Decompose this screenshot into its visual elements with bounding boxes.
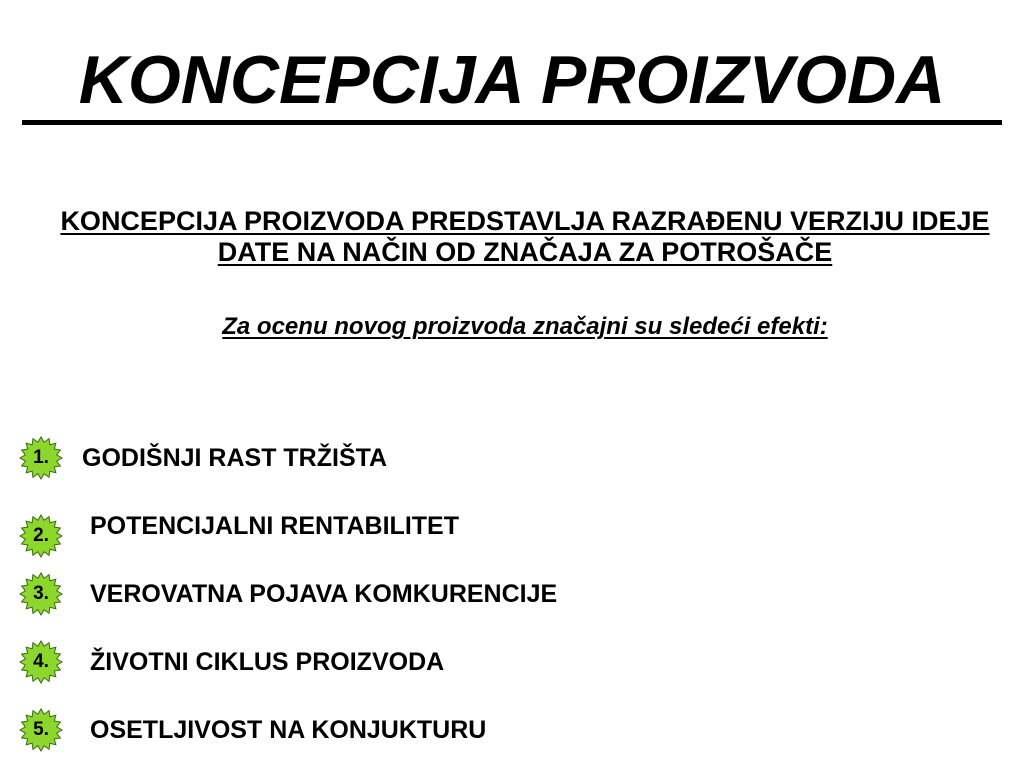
number-badge bbox=[18, 572, 64, 616]
slide-title: KONCEPCIJA PROIZVODA bbox=[78, 42, 946, 118]
badge-number: 4. bbox=[33, 651, 49, 672]
list-item-4 bbox=[18, 640, 718, 684]
list-item-label: POTENCIJALNI RENTABILITET bbox=[90, 512, 459, 540]
number-badge bbox=[18, 436, 64, 480]
intro-statement: KONCEPCIJA PROIZVODA PREDSTAVLJA RAZRAĐENU VERZIJU IDEJE DATE NA NAČIN OD ZNAČAJA ZA POTROŠAČE bbox=[60, 206, 990, 267]
list-item-1 bbox=[18, 436, 718, 480]
intro-subtitle: Za ocenu novog proizvoda značajni su sledeći efekti: bbox=[222, 313, 828, 340]
number-badge bbox=[18, 640, 64, 684]
list-item-label: VEROVATNA POJAVA KOMKURENCIJE bbox=[90, 580, 558, 608]
list-item-label: OSETLJIVOST NA KONJUKTURU bbox=[90, 716, 487, 744]
number-badge bbox=[18, 708, 64, 752]
badge-number: 5. bbox=[33, 719, 49, 740]
list-item-label: GODIŠNJI RAST TRŽIŠTA bbox=[82, 444, 388, 472]
title-underline-rule bbox=[22, 120, 1002, 125]
list-item-2 bbox=[18, 514, 718, 558]
list-item-label: ŽIVOTNI CIKLUS PROIZVODA bbox=[90, 648, 445, 676]
list-item-5 bbox=[18, 708, 718, 752]
badge-number: 2. bbox=[33, 525, 49, 546]
number-badge bbox=[18, 514, 64, 558]
badge-number: 1. bbox=[33, 447, 49, 468]
badge-number: 3. bbox=[33, 583, 49, 604]
list-item-3 bbox=[18, 572, 718, 616]
